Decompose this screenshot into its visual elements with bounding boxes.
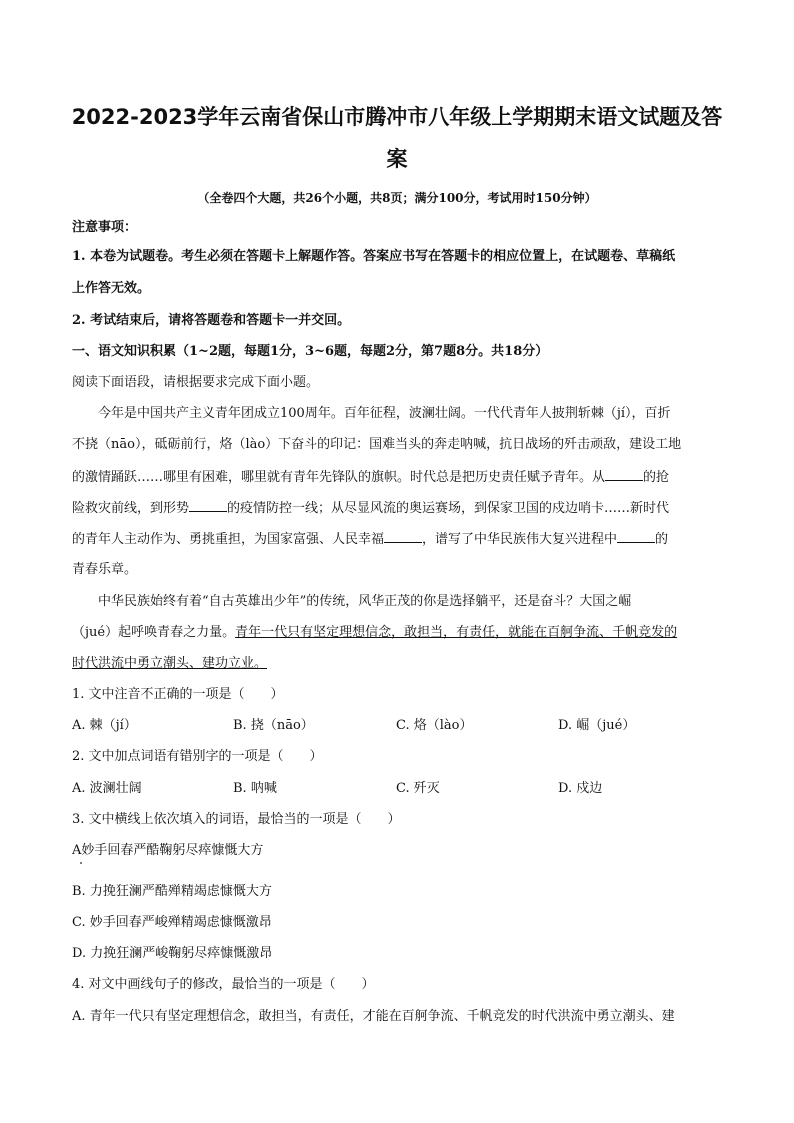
passage-p2-line2: （jué）起呼唤青春之力量。青年一代只有坚定理想信念，敢担当，有责任，就能在百舸争流、千帆竞发的	[72, 625, 678, 640]
notice-item-2: 2. 考试结束后，请将答题卷和答题卡一并交回。	[72, 313, 351, 328]
q1-option-b: B. 挠（nāo）	[233, 718, 314, 733]
q3-stem: 3. 文中横线上依次填入的词语，最恰当的一项是（ ）	[72, 812, 401, 827]
exam-title-line1: 2022-2023学年云南省保山市腾冲市八年级上学期期末语文试题及答	[71, 105, 723, 129]
exam-subtitle: （全卷四个大题，共26个小题，共8页；满分100分，考试用时150分钟）	[197, 191, 597, 205]
fill-blank-3	[384, 530, 422, 543]
fill-blank-1	[605, 468, 643, 481]
q1-option-c: C. 烙（lào）	[396, 718, 473, 733]
section-1-instruction: 阅读下面语段，请根据要求完成下面小题。	[72, 375, 320, 390]
passage-p1-line3: 的激情踊跃……哪里有困难，哪里就有青年先锋队的旗帜。时代总是把历史责任赋予青年。从 的抢	[72, 470, 670, 485]
notice-item-1-line2: 上作答无效。	[72, 281, 151, 296]
q3-option-d: D. 力挽狂澜严峻鞠躬尽瘁慷慨激昂	[72, 946, 273, 961]
passage-p1-line1: 今年是中国共产主义青年团成立100周年。百年征程，波澜壮阔。一代代青年人披荆斩棘（jí），百折	[98, 406, 671, 421]
notice-heading: 注意事项：	[72, 220, 138, 235]
q1-option-a: A. 棘（jí）	[72, 718, 137, 733]
q2-option-a: A. 波澜壮阔	[72, 781, 142, 796]
underlined-sentence-part1: 青年一代只有坚定理想信念，敢担当，有责任，就能在百舸争流、千帆竞发的	[235, 625, 678, 640]
q1-stem: 1. 文中注音不正确的一项是（ ）	[72, 687, 284, 702]
fill-blank-2	[189, 499, 227, 512]
q1-option-d: D. 崛（jué）	[558, 718, 636, 733]
fill-blank-4	[617, 530, 655, 543]
q4-stem: 4. 对文中画线句子的修改，最恰当的一项是（ ）	[72, 977, 375, 992]
passage-p2-line1: 中华民族始终有着“自古英雄出少年”的传统，风华正茂的你是选择躺平，还是奋斗？大国之崛	[98, 594, 632, 609]
q3-option-b: B. 力挽狂澜严酷殚精竭虑慷慨大方	[72, 884, 272, 899]
passage-p1-line4: 险救灾前线，到形势 的疫情防控一线；从尽显风流的奥运赛场，到保家卫国的戍边哨卡……新时代	[72, 501, 670, 516]
notice-item-1-line1: 1. 本卷为试题卷。考生必须在答题卡上解题作答。答案应书写在答题卡的相应位置上，在试题卷、草稿纸	[72, 249, 676, 264]
passage-p1-line2: 不挠（nāo），砥砺前行，烙（lào）下奋斗的印记：国难当头的奔走呐喊，抗日战场的歼击顽敌，建设工地	[72, 437, 682, 452]
q2-stem: 2. 文中加点词语有错别字的一项是（ ）	[72, 749, 323, 764]
exam-title-line2: 案	[386, 147, 408, 171]
q4-option-a: A. 青年一代只有坚定理想信念，敢担当，有责任，才能在百舸争流、千帆竞发的时代洪流中勇立潮头、建	[72, 1009, 675, 1024]
section-1-heading: 一、语文知识积累（1~2题，每题1分，3~6题，每题2分，第7题8分。共18分）	[72, 344, 549, 359]
q3-option-a: A妙手回春严酷鞠躬尽瘁慷慨大方	[72, 843, 264, 858]
stray-dot	[80, 862, 82, 864]
passage-p1-line5: 的青年人主动作为、勇挑重担，为国家富强、人民幸福 ，谱写了中华民族伟大复兴进程中 的	[72, 532, 669, 547]
q2-option-c: C. 歼灭	[396, 781, 440, 796]
q2-option-b: B. 呐喊	[233, 781, 277, 796]
passage-p1-line6: 青春乐章。	[72, 562, 138, 577]
q2-option-d: D. 戍边	[558, 781, 603, 796]
q3-option-c: C. 妙手回春严峻殚精竭虑慷慨激昂	[72, 915, 272, 930]
underlined-sentence-part2: 时代洪流中勇立潮头、建功立业。	[72, 656, 268, 671]
